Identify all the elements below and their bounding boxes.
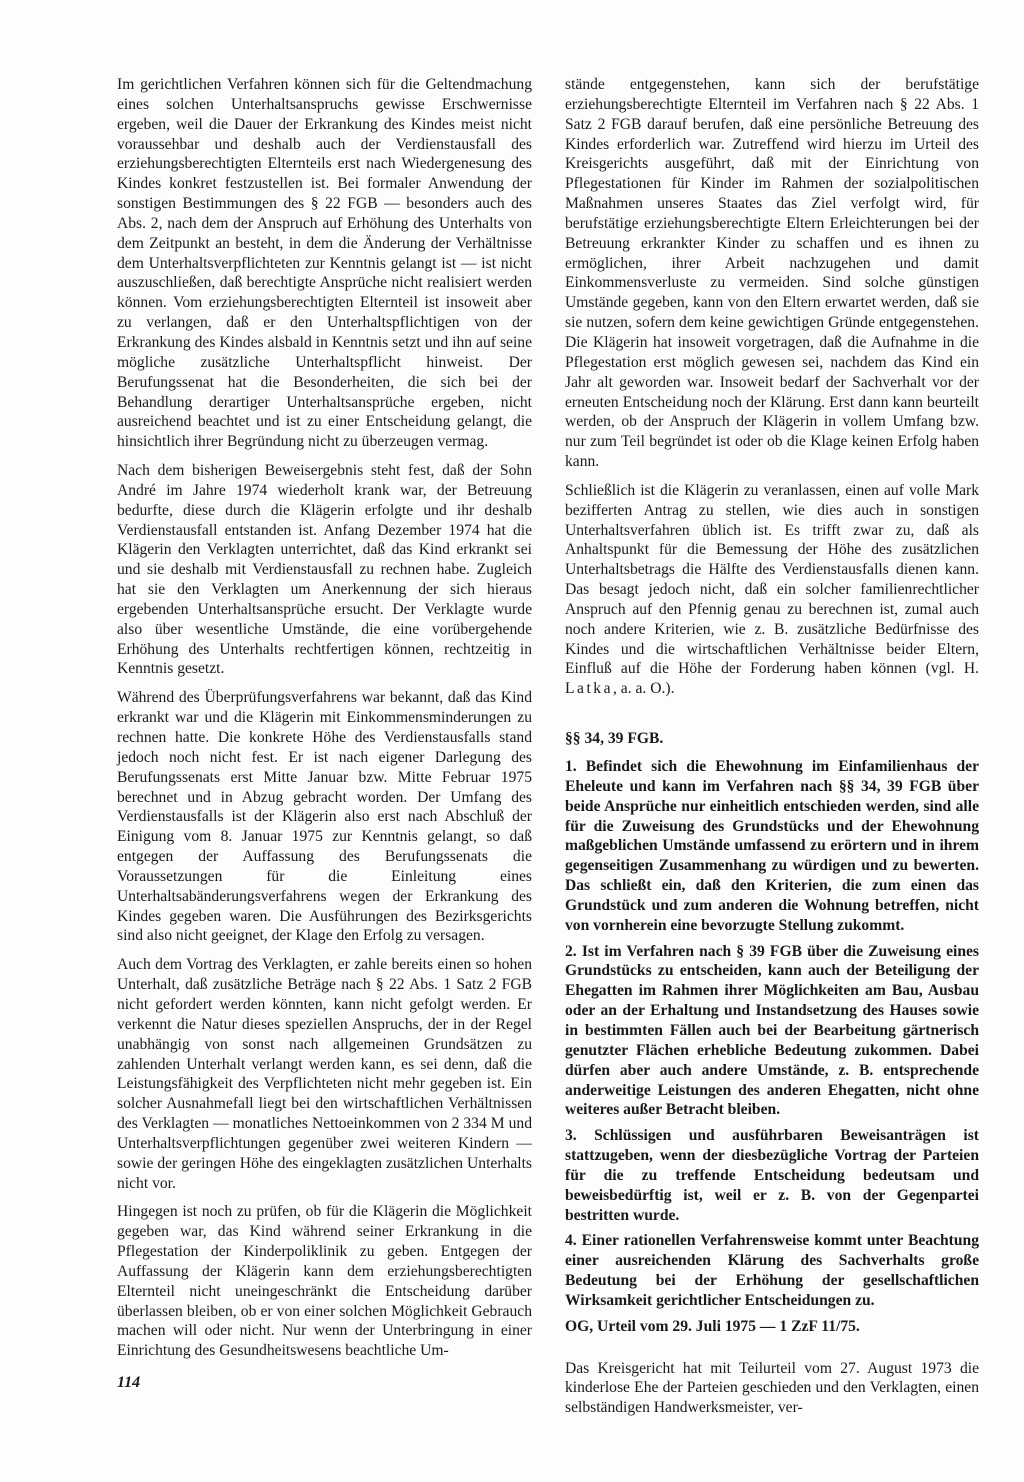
paragraph: stände entgegenstehen, kann sich der berufstätige erziehungsberechtigte Elternteil im Verfahren nach § 22 Abs. 1 Satz 2 FGB darauf berufen, daß eine persönliche Betreuung des Kindes erforderlich war. Zutreffend wird hierzu im Urteil des Kreisgerichts ausgeführt, daß mit der Einrichtung von Pflegestationen für Kinder im Rahmen der sozialpolitischen Maßnahmen unseres Staates das Ziel verfolgt wird, für berufstätige erziehungsberechtigte Eltern Erleichterungen bei der Betreuung erkrankter Kinder zu schaffen und es ihnen zu ermöglichen, ihrer Arbeit nachzugehen und damit Einkommensverluste zu vermeiden. Sind solche günstigen Umstände gegeben, kann von den Eltern erwartet werden, daß sie sie nutzen, sofern dem keine gewichtigen Gründe entgegenstehen. Die Klägerin hat insoweit vorgetragen, daß die Aufnahme in die Pflegestation erst möglich gewesen sei, nachdem das Kind ein Jahr alt geworden war. Insoweit bedarf der Sachverhalt vor der erneuten Entscheidung noch der Klärung. Erst dann kann beurteilt werden, ob der Anspruch der Klägerin in vollem Umfang bzw. nur zum Teil begründet ist oder ob die Klage keinen Erfolg haben kann. xyxy=(565,76,979,471)
paragraph: Hingegen ist noch zu prüfen, ob für die Klägerin die Möglichkeit gegeben war, das Kind während seiner Erkrankung in die Pflegestation der Kinderpoliklinik zu geben. Entgegen der Auffassung der Klägerin kann dem erziehungsberechtigten Elternteil nicht uneingeschränkt die Entscheidung darüber überlassen bleiben, ob er von einer solchen Möglichkeit Gebrauch machen will oder nicht. Nur wenn der Unterbringung in einer Einrichtung des Gesundheitswesens beachtliche Um- xyxy=(117,1203,532,1360)
decision-citation: OG, Urteil vom 29. Juli 1975 — 1 ZzF 11/75. xyxy=(565,1317,860,1335)
paragraph-text: Schließlich ist die Klägerin zu veranlassen, einen auf volle Mark bezifferten Antrag zu stellen, wie dies auch in sonstigen Unterhaltsverfahren üblich ist. Es trifft zwar zu, daß als Anhaltspunkt für die Bemessung der Höhe des zusätzlichen Unterhaltsbetrags die Hälfte des Verdienstausfalls dienen kann. Das besagt jedoch nicht, daß ein solcher familienrechtlicher Anspruch auf den Pfennig genau zu berechnen ist, zumal auch noch andere Kriterien, wie z. B. zusätzliche Bedürfnisse des Kindes und die wirtschaftlichen Verhältnisse beider Eltern, Einfluß auf die Höhe der Forderung haben können (vgl. H. xyxy=(565,481,979,678)
headnote: 1. Befindet sich die Ehewohnung im Einfamilienhaus der Eheleute und kann im Verfahren nach §§ 34, 39 FGB über beide Ansprüche nur einheitlich entschieden werden, sind alle für die Zuweisung des Grundstücks und der Ehewohnung maßgeblichen Umstände umfassend zu erörtern und in ihrem gegenseitigen Zusammenhang zu würdigen und zu bewerten. Das schließt ein, daß den Kriterien, die zum einen das Grundstück und zum anderen die Wohnung betreffen, nicht von vornherein eine bevorzugte Stellung zukommt. xyxy=(565,758,979,934)
left-column xyxy=(117,75,532,1370)
paragraph-text: , a. a. O.). xyxy=(613,680,675,698)
right-column xyxy=(565,75,979,1427)
headnote: 3. Schlüssigen und ausführbaren Beweisanträgen ist stattzugeben, wenn der diesbezügliche Vortrag der Parteien für die zu treffende Entscheidung bedeutsam und beweisbedürftig ist, weil er z. B. von der Gegenpartei bestritten wurde. xyxy=(565,1127,979,1224)
headnote: 4. Einer rationellen Verfahrensweise kommt unter Beachtung einer ausreichenden Klärung des Sachverhalts große Bedeutung bei der Erhöhung der gesellschaftlichen Wirksamkeit gerichtlicher Entscheidungen zu. xyxy=(565,1232,979,1309)
paragraph: Während des Überprüfungsverfahrens war bekannt, daß das Kind erkrankt war und die Klägerin mit Einkommensminderungen zu rechnen hatte. Die konkrete Höhe des Verdienstausfalls stand jedoch noch nicht fest. Er ist nach eigener Darlegung des Berufungssenats erst Mitte Januar bzw. Mitte Februar 1975 berechnet und in Abzug gebracht worden. Der Umfang des Verdienstausfalls ist der Klägerin also erst nach Abschluß der Einigung vom 8. Januar 1975 zur Kenntnis gelangt, so daß entgegen der Auffassung des Berufungssenats die Voraussetzungen für die Einleitung eines Unterhaltsabänderungsverfahrens wegen der Erkrankung des Kindes gegeben waren. Die Ausführungen des Bezirksgerichts sind also nicht geeignet, der Klage den Erfolg zu versagen. xyxy=(117,689,532,945)
section-heading: §§ 34, 39 FGB. xyxy=(565,730,664,748)
paragraph xyxy=(565,481,979,699)
paragraph: Auch dem Vortrag des Verklagten, er zahle bereits einen so hohen Unterhalt, daß zusätzliche Beträge nach § 22 Abs. 1 Satz 2 FGB nicht gefordert werden könnten, kann nicht gefolgt werden. Er verkennt die Natur dieses speziellen Anspruchs, der in der Regel unabhängig von sonst nach allgemeinen Grundsätzen zu zahlenden Unterhalt verlangt werden kann, es sei denn, daß die Leistungsfähigkeit des Verpflichteten nicht mehr gegeben ist. Ein solcher Ausnahmefall liegt bei den wirtschaftlichen Verhältnissen des Verklagten — monatliches Nettoeinkommen von 2 334 M und Unterhaltsverpflichtungen gegenüber zwei weiteren Kindern — sowie der geringen Höhe des eingeklagten zusätzlichen Unterhalts nicht vor. xyxy=(117,956,532,1192)
paragraph: Das Kreisgericht hat mit Teilurteil vom 27. August 1973 die kinderlose Ehe der Parteien geschieden und den Verklagten, einen selbständigen Handwerksmeister, ver- xyxy=(565,1359,979,1417)
cited-author: Latka xyxy=(565,680,613,698)
page-number: 114 xyxy=(117,1374,141,1391)
paragraph: Nach dem bisherigen Beweisergebnis steht fest, daß der Sohn André im Jahre 1974 wiederholt krank war, der Betreuung bedurfte, diese durch die Klägerin erfolgte und ihr deshalb Verdienstausfall entstanden ist. Anfang Dezember 1974 hat die Klägerin den Verklagten unterrichtet, daß das Kind erkrankt sei und sie deshalb mit Verdienstausfall zu rechnen habe. Zugleich hat sie den Verklagten um Anerkennung der sich hieraus ergebenden Unterhaltsansprüche ersucht. Der Verklagte wurde also über wesentliche Umstände, die eine vorübergehende Erhöhung des Unterhalts rechtfertigen können, rechtzeitig in Kenntnis gesetzt. xyxy=(117,462,532,678)
paragraph: Im gerichtlichen Verfahren können sich für die Geltendmachung eines solchen Unterhaltsanspruchs gewisse Erschwernisse ergeben, weil die Dauer der Erkrankung des Kindes meist nicht voraussehbar und deshalb auch der Verdienstausfall des erziehungsberechtigten Elternteils erst nach Wiedergenesung des Kindes konkret festzustellen ist. Bei formaler Anwendung der sonstigen Bestimmungen des § 22 FGB — besonders auch des Abs. 2, nach dem der Anspruch auf Erhöhung des Unterhalts von dem Zeitpunkt an besteht, in dem die Änderung der Verhältnisse dem Unterhaltsverpflichteten zur Kenntnis gelangt ist — ist nicht auszuschließen, daß berechtigte Ansprüche nicht realisiert werden können. Vom erziehungsberechtigten Elternteil ist insoweit aber zu verlangen, daß er den Unterhaltspflichtigen von der Erkrankung des Kindes alsbald in Kenntnis setzt und ihn auf seine mögliche zusätzliche Unterhaltspflicht hinweist. Der Berufungssenat hat die Besonderheiten, die sich bei der Behandlung derartiger Unterhaltsansprüche ergeben, nicht ausreichend beachtet und ist zu einer Entscheidung gelangt, die hinsichtlich ihrer Begründung nicht zu überzeugen vermag. xyxy=(117,76,532,451)
headnote: 2. Ist im Verfahren nach § 39 FGB über die Zuweisung eines Grundstücks zu entscheiden, kann auch der Beteiligung der Ehegatten im Rahmen ihrer Möglichkeiten am Bau, Ausbau oder an der Erhaltung und Instandsetzung des Hauses sowie in bestimmten Fällen auch bei der Bearbeitung gärtnerisch genutzter Flächen erhebliche Bedeutung zukommen. Dabei dürfen aber auch andere Umstände, z. B. entsprechende anderweitige Leistungen des anderen Ehegatten, nicht ohne weiteres außer Betracht bleiben. xyxy=(565,942,979,1119)
